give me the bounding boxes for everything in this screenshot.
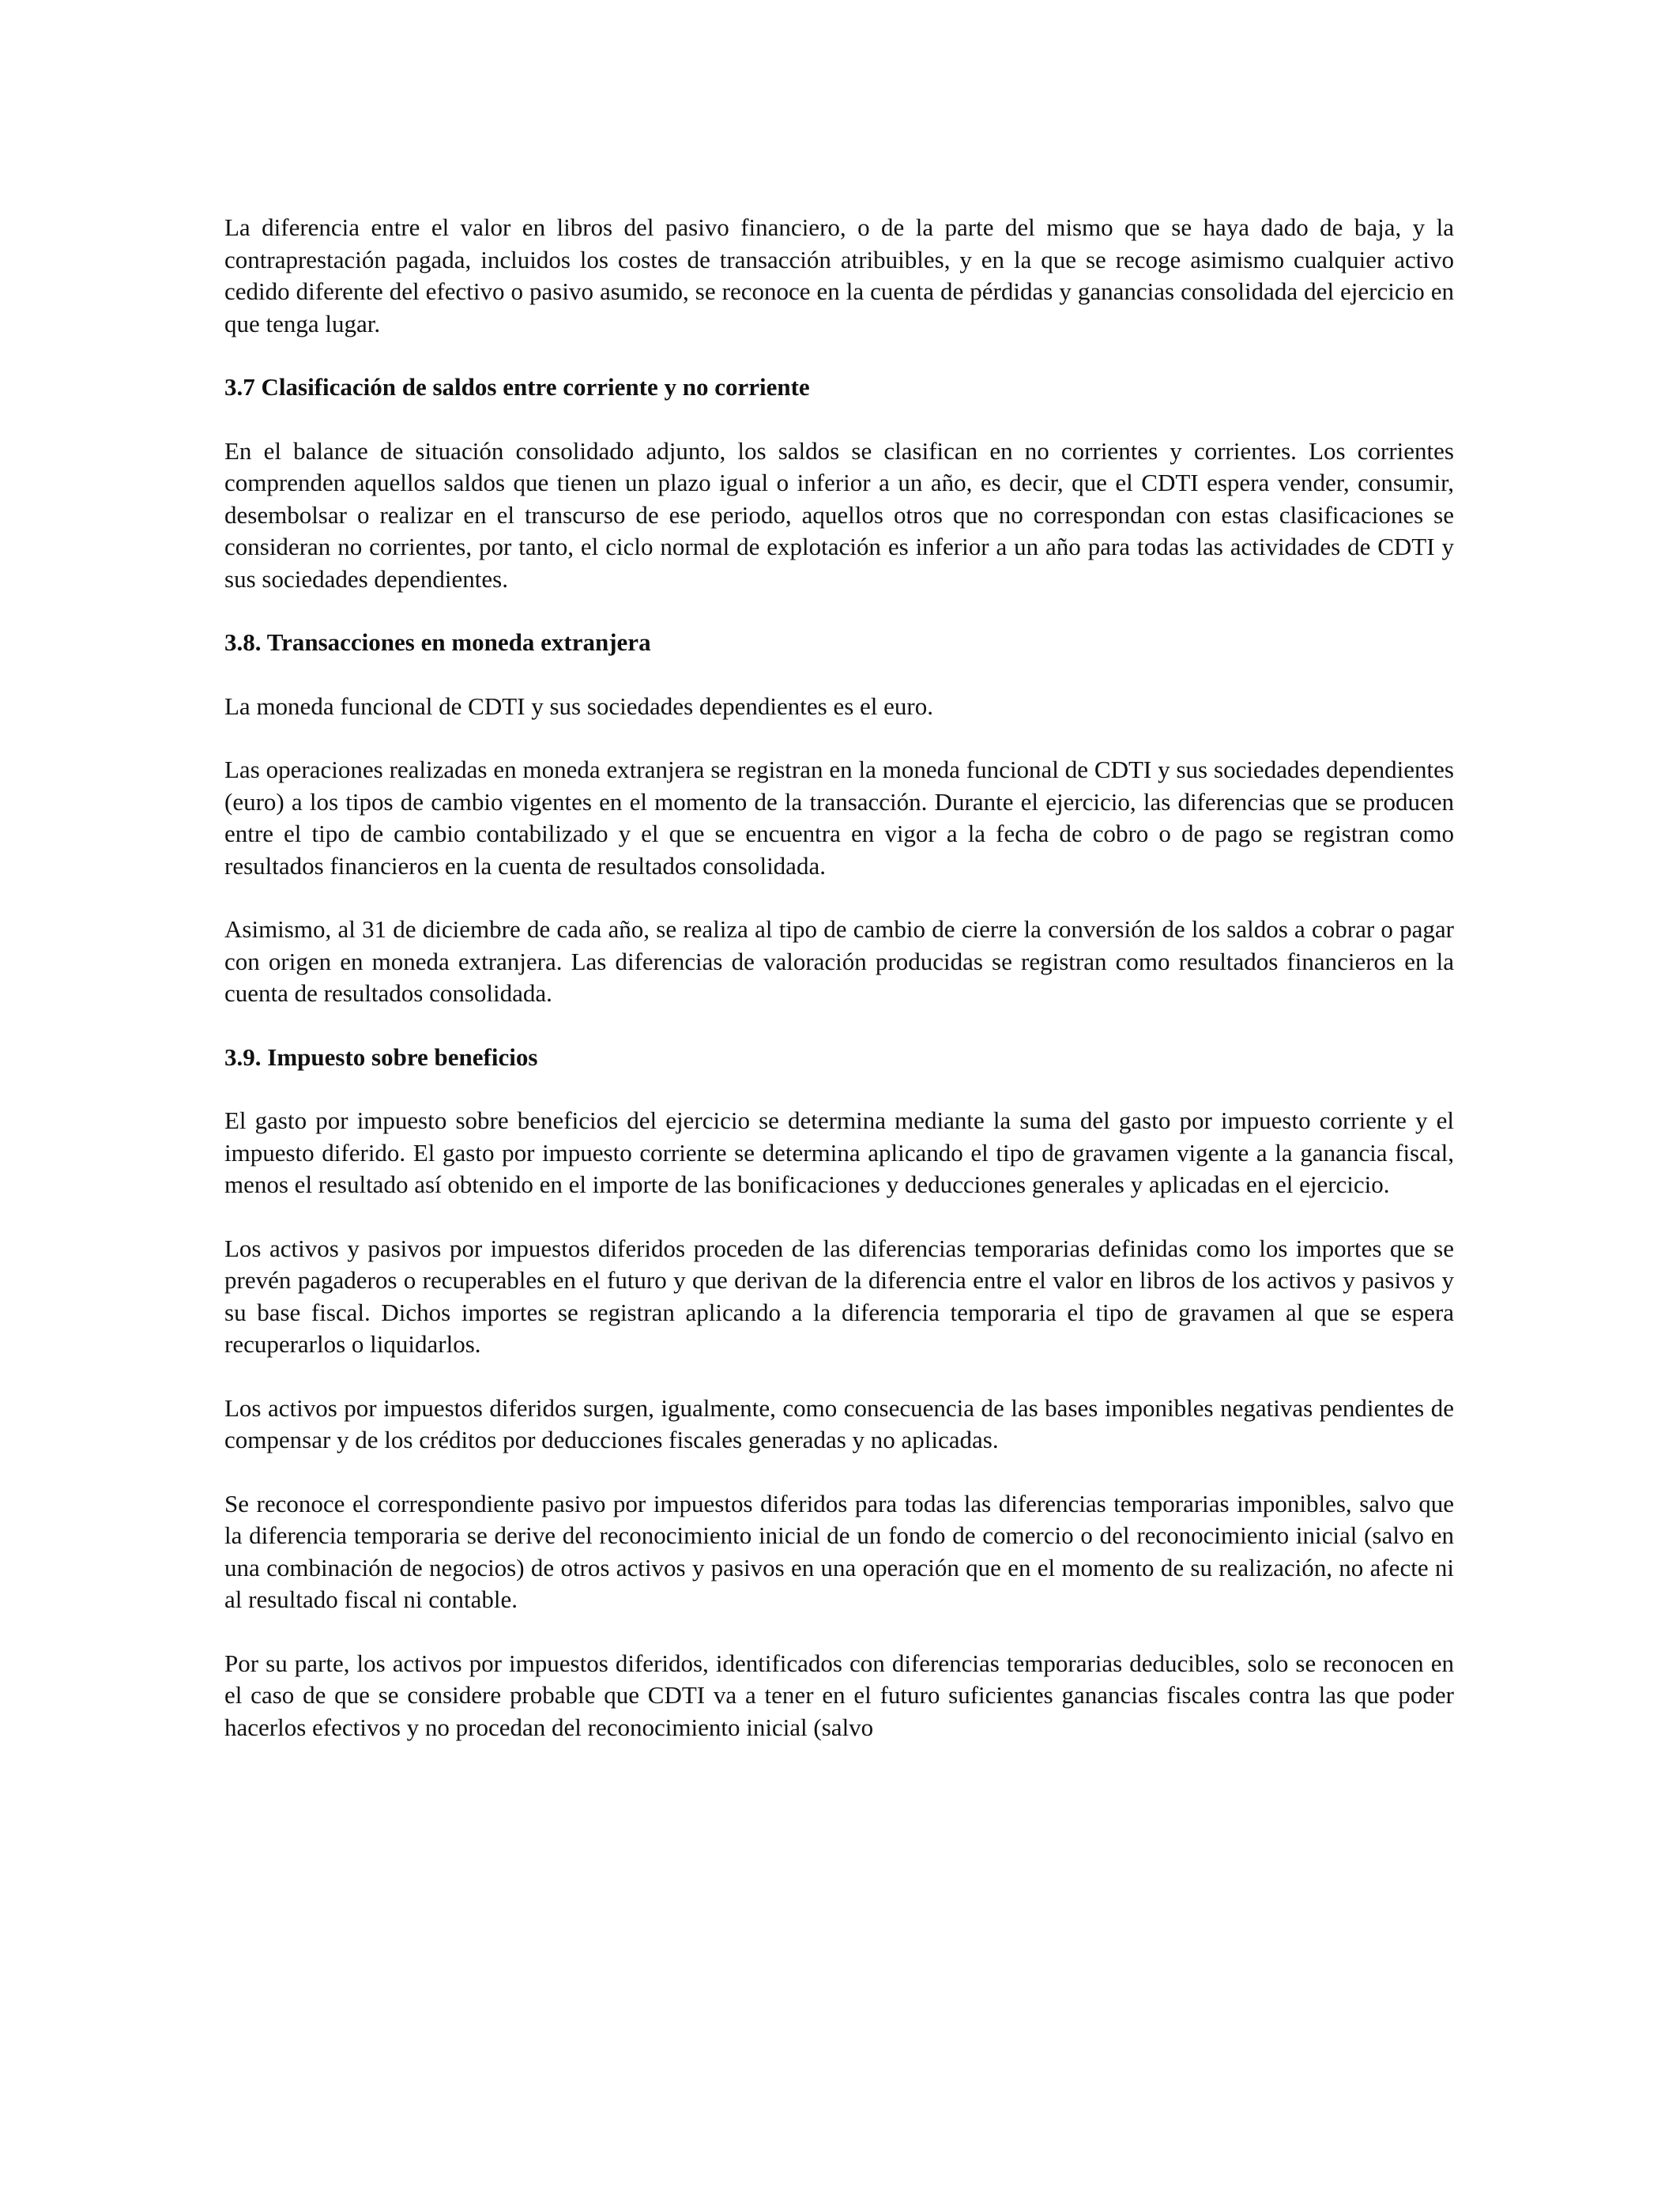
paragraph-pasivo-diferido: Se reconoce el correspondiente pasivo por impuestos diferidos para todas las diferencias temporarias imponibles, salvo que la diferencia temporaria se derive del reconocimiento inicial de un fondo de comercio o del reconocimiento inicial (salvo en una combinación de negocios) de otros activos y pasivos en una operación que en el momento de su realización, no afecte ni al resultado fiscal ni contable. xyxy=(224,1489,1454,1613)
paragraph-activos-diferidos-deducibles: Por su parte, los activos por impuestos diferidos, identificados con diferencias temporarias deducibles, solo se reconocen en el caso de que se considere probable que CDTI va a tener en el futuro suficientes ganancias fiscales contra las que poder hacerlos efectivos y no procedan del reconocimiento inicial (salvo xyxy=(224,1649,1454,1741)
section-heading-3-7: 3.7 Clasificación de saldos entre corriente y no corriente xyxy=(224,373,810,401)
paragraph-gasto-impuesto: El gasto por impuesto sobre beneficios del ejercicio se determina mediante la suma del gasto por impuesto corriente y el impuesto diferido. El gasto por impuesto corriente se determina aplicando el tipo de gravamen vigente a la ganancia fiscal, menos el resultado así obtenido en el importe de las bonificaciones y deducciones generales y aplicadas en el ejercicio. xyxy=(224,1106,1454,1198)
section-heading-3-9: 3.9. Impuesto sobre beneficios xyxy=(224,1042,538,1071)
paragraph-bases-imponibles: Los activos por impuestos diferidos surgen, igualmente, como consecuencia de las bases imponibles negativas pendientes de compensar y de los créditos por deducciones fiscales generadas y no aplicadas. xyxy=(224,1393,1454,1453)
section-heading-3-8: 3.8. Transacciones en moneda extranjera xyxy=(224,628,651,656)
paragraph-conversion-saldos: Asimismo, al 31 de diciembre de cada año, se realiza al tipo de cambio de cierre la conversión de los saldos a cobrar o pagar con origen en moneda extranjera. Las diferencias de valoración producidas se registran como resultados financieros en la cuenta de resultados consolidada. xyxy=(224,915,1454,1007)
paragraph-clasificacion-saldos: En el balance de situación consolidado adjunto, los saldos se clasifican en no corrientes y corrientes. Los corrientes comprenden aquellos saldos que tienen un plazo igual o inferior a un año, es decir, que el CDTI espera vender, consumir, desembolsar o realizar en el transcurso de ese periodo, aquellos otros que no correspondan con estas clasificaciones se consideran no corrientes, por tanto, el ciclo normal de explotación es inferior a un año para todas las actividades de CDTI y sus sociedades dependientes. xyxy=(224,436,1454,593)
document-page xyxy=(224,212,1454,1744)
paragraph-baja-pasivo: La diferencia entre el valor en libros del pasivo financiero, o de la parte del mismo que se haya dado de baja, y la contraprestación pagada, incluidos los costes de transacción atribuibles, y en la que se recoge asimismo cualquier activo cedido diferente del efectivo o pasivo asumido, se reconoce en la cuenta de pérdidas y ganancias consolidada del ejercicio en que tenga lugar. xyxy=(224,213,1454,337)
paragraph-moneda-funcional: La moneda funcional de CDTI y sus sociedades dependientes es el euro. xyxy=(224,692,933,720)
paragraph-activos-pasivos-diferidos: Los activos y pasivos por impuestos diferidos proceden de las diferencias temporarias definidas como los importes que se prevén pagaderos o recuperables en el futuro y que derivan de la diferencia entre el valor en libros de los activos y pasivos y su base fiscal. Dichos importes se registran aplicando a la diferencia temporaria el tipo de gravamen al que se espera recuperarlos o liquidarlos. xyxy=(224,1234,1454,1358)
paragraph-operaciones-moneda-extranjera: Las operaciones realizadas en moneda extranjera se registran en la moneda funcional de CDTI y sus sociedades dependientes (euro) a los tipos de cambio vigentes en el momento de la transacción. Durante el ejercicio, las diferencias que se producen entre el tipo de cambio contabilizado y el que se encuentra en vigor a la fecha de cobro o de pago se registran como resultados financieros en la cuenta de resultados consolidada. xyxy=(224,756,1454,880)
